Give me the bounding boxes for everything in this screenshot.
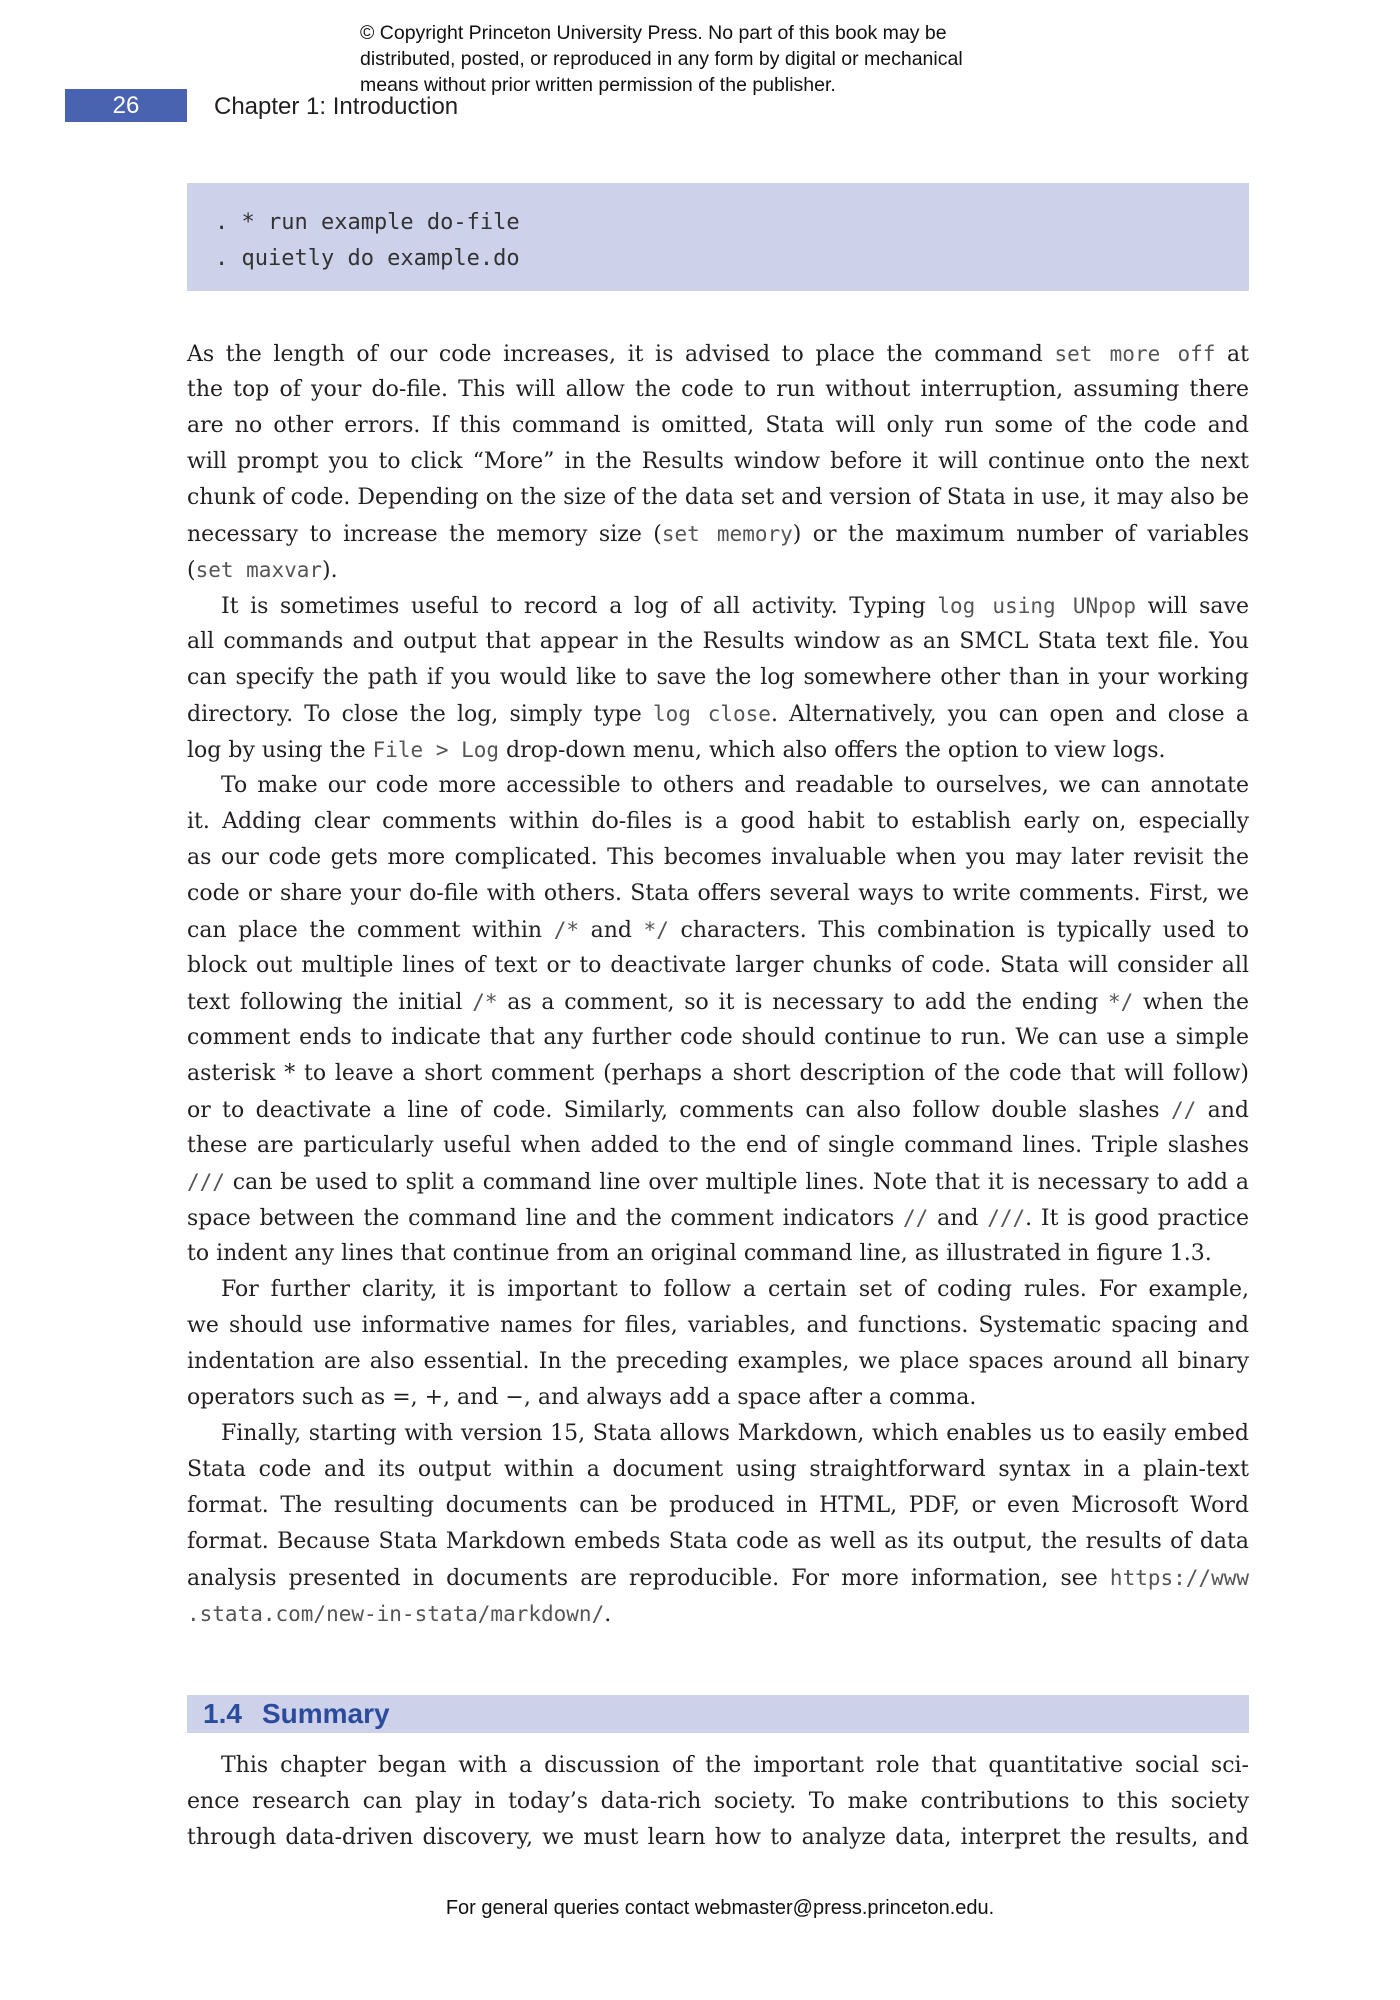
text-line — [187, 336, 1249, 372]
text-line: code or share your do-file with others. Stata offers several ways to write comments. First, we — [187, 881, 1249, 906]
inline-code: log close — [652, 702, 771, 726]
text-line: to indent any lines that continue from an original command line, as illustrated in figure 1.3. — [187, 1241, 1212, 1266]
text-line — [187, 516, 1249, 552]
text-span: ) or the maximum number of variables — [792, 522, 1249, 547]
text-line: these are particularly useful when added to the end of single command lines. Triple slashes — [187, 1133, 1249, 1158]
text-line — [187, 912, 1249, 948]
text-line — [187, 1092, 1249, 1128]
text-span: . Alternatively, you can open and close a — [770, 702, 1249, 727]
footer-contact: For general queries contact webmaster@press.princeton.edu. — [445, 1897, 995, 1919]
inline-code: File > Log — [372, 738, 500, 762]
text-line: To make our code more accessible to others and readable to ourselves, we can annotate — [221, 773, 1249, 798]
text-span: and — [928, 1206, 988, 1231]
inline-code: log using UNpop — [937, 594, 1137, 618]
text-line — [187, 1200, 1249, 1236]
text-line — [187, 1560, 1249, 1596]
text-span: It is sometimes useful to record a log of all activity. Typing — [221, 594, 938, 619]
section-heading — [187, 1695, 1249, 1733]
text-line: will prompt you to click “More” in the Results window before it will continue onto the next — [187, 449, 1249, 474]
text-line — [187, 984, 1249, 1020]
text-span: . — [604, 1602, 612, 1627]
text-line: format. Because Stata Markdown embeds Stata code as well as its output, the results of data — [187, 1529, 1249, 1554]
paragraph — [187, 336, 1249, 588]
text-line — [187, 732, 1249, 768]
inline-code: /// — [987, 1206, 1026, 1230]
text-span: when the — [1133, 990, 1250, 1015]
running-header-chapter-title: Chapter 1: Introduction — [214, 93, 459, 120]
inline-code: // — [1170, 1098, 1197, 1122]
text-line: comment ends to indicate that any further code should continue to run. We can use a simple — [187, 1025, 1249, 1050]
inline-code: set more off — [1054, 342, 1216, 366]
text-span: text following the initial — [187, 990, 473, 1015]
text-line — [187, 1596, 1249, 1632]
text-line: it. Adding clear comments within do-files is a good habit to establish early on, especially — [187, 809, 1249, 834]
copyright-line: © Copyright Princeton University Press. No part of this book may be — [360, 22, 947, 44]
inline-code: // — [903, 1206, 929, 1230]
inline-code: /* — [472, 990, 498, 1014]
text-line — [187, 588, 1249, 624]
text-line: format. The resulting documents can be produced in HTML, PDF, or even Microsoft Word — [187, 1493, 1249, 1518]
text-span: necessary to increase the memory size ( — [187, 522, 662, 547]
text-span: characters. This combination is typically used to — [668, 918, 1249, 943]
inline-code: */ — [1108, 990, 1134, 1014]
text-line: Finally, starting with version 15, Stata allows Markdown, which enables us to easily embed — [221, 1421, 1249, 1446]
text-span: and — [1196, 1098, 1249, 1123]
text-span: can be used to split a command line over multiple lines. Note that it is necessary to add a — [224, 1170, 1249, 1195]
text-line: operators such as =, +, and −, and always add a space after a comma. — [187, 1385, 977, 1410]
inline-code: /// — [187, 1170, 225, 1194]
text-line: ence research can play in today’s data-rich society. To make contributions to this society — [187, 1789, 1249, 1814]
text-line: asterisk * to leave a short comment (perhaps a short description of the code that will follow) — [187, 1061, 1249, 1086]
text-span: . It is good practice — [1025, 1206, 1249, 1231]
inline-code: set maxvar — [195, 558, 323, 582]
text-line: as our code gets more complicated. This becomes invaluable when you may later revisit the — [187, 845, 1249, 870]
text-span: ( — [187, 558, 196, 583]
text-line — [187, 1164, 1249, 1200]
inline-code: set memory — [661, 522, 793, 546]
code-line: . * run example do-file — [215, 210, 520, 235]
text-span: can place the comment within — [187, 918, 554, 943]
text-line — [187, 552, 1249, 588]
text-span: drop-down menu, which also offers the option to view logs. — [499, 738, 1166, 763]
text-span: or to deactivate a line of code. Similarly, comments can also follow double slashes — [187, 1098, 1171, 1123]
text-span: space between the command line and the comment indicators — [187, 1206, 904, 1231]
inline-link[interactable]: https://www — [1109, 1566, 1249, 1590]
text-span: at — [1215, 342, 1250, 367]
text-line: chunk of code. Depending on the size of the data set and version of Stata in use, it may also be — [187, 485, 1249, 510]
summary-text — [187, 1748, 1249, 1856]
text-line: through data-driven discovery, we must learn how to analyze data, interpret the results, and — [187, 1825, 1249, 1850]
text-span: and — [578, 918, 644, 943]
inline-code: */ — [643, 918, 669, 942]
page-number: 26 — [65, 89, 187, 122]
copyright-notice — [360, 20, 1080, 98]
copyright-line: distributed, posted, or reproduced in any form by digital or mechanical — [360, 48, 963, 70]
body-text — [187, 336, 1249, 1632]
paragraph — [187, 1416, 1249, 1632]
text-line: all commands and output that appear in the Results window as an SMCL Stata text file. You — [187, 629, 1249, 654]
text-line: are no other errors. If this command is omitted, Stata will only run some of the code and — [187, 413, 1249, 438]
inline-link[interactable]: .stata.com/new-in-stata/markdown/ — [187, 1602, 605, 1626]
text-line: indentation are also essential. In the preceding examples, we place spaces around all binary — [187, 1349, 1249, 1374]
text-line: For further clarity, it is important to follow a certain set of coding rules. For example, — [221, 1277, 1249, 1302]
text-line: we should use informative names for files, variables, and functions. Systematic spacing and — [187, 1313, 1249, 1338]
section-number: 1.4 — [203, 1698, 242, 1729]
text-span: log by using the — [187, 738, 373, 763]
text-span: As the length of our code increases, it is advised to place the command — [187, 342, 1055, 367]
text-line: This chapter began with a discussion of the important role that quantitative social sci- — [221, 1753, 1249, 1778]
text-line: Stata code and its output within a document using straightforward syntax in a plain-text — [187, 1457, 1249, 1482]
code-line: . quietly do example.do — [215, 246, 520, 271]
paragraph — [187, 768, 1249, 1272]
text-line: the top of your do-file. This will allow the code to run without interruption, assuming there — [187, 377, 1249, 402]
text-line: can specify the path if you would like to save the log somewhere other than in your working — [187, 665, 1249, 690]
text-span: analysis presented in documents are reproducible. For more information, see — [187, 1566, 1110, 1591]
text-line — [187, 696, 1249, 732]
paragraph — [187, 588, 1249, 768]
copyright-line: means without prior written permission of the publisher. — [360, 74, 836, 96]
section-title: Summary — [261, 1698, 390, 1729]
inline-code: /* — [553, 918, 579, 942]
code-block — [187, 183, 1249, 291]
text-span: as a comment, so it is necessary to add the ending — [497, 990, 1109, 1015]
text-line: block out multiple lines of text or to deactivate larger chunks of code. Stata will consider all — [187, 953, 1249, 978]
paragraph — [187, 1272, 1249, 1416]
text-span: ). — [322, 558, 338, 583]
text-span: directory. To close the log, simply type — [187, 702, 653, 727]
text-span: will save — [1136, 594, 1249, 619]
